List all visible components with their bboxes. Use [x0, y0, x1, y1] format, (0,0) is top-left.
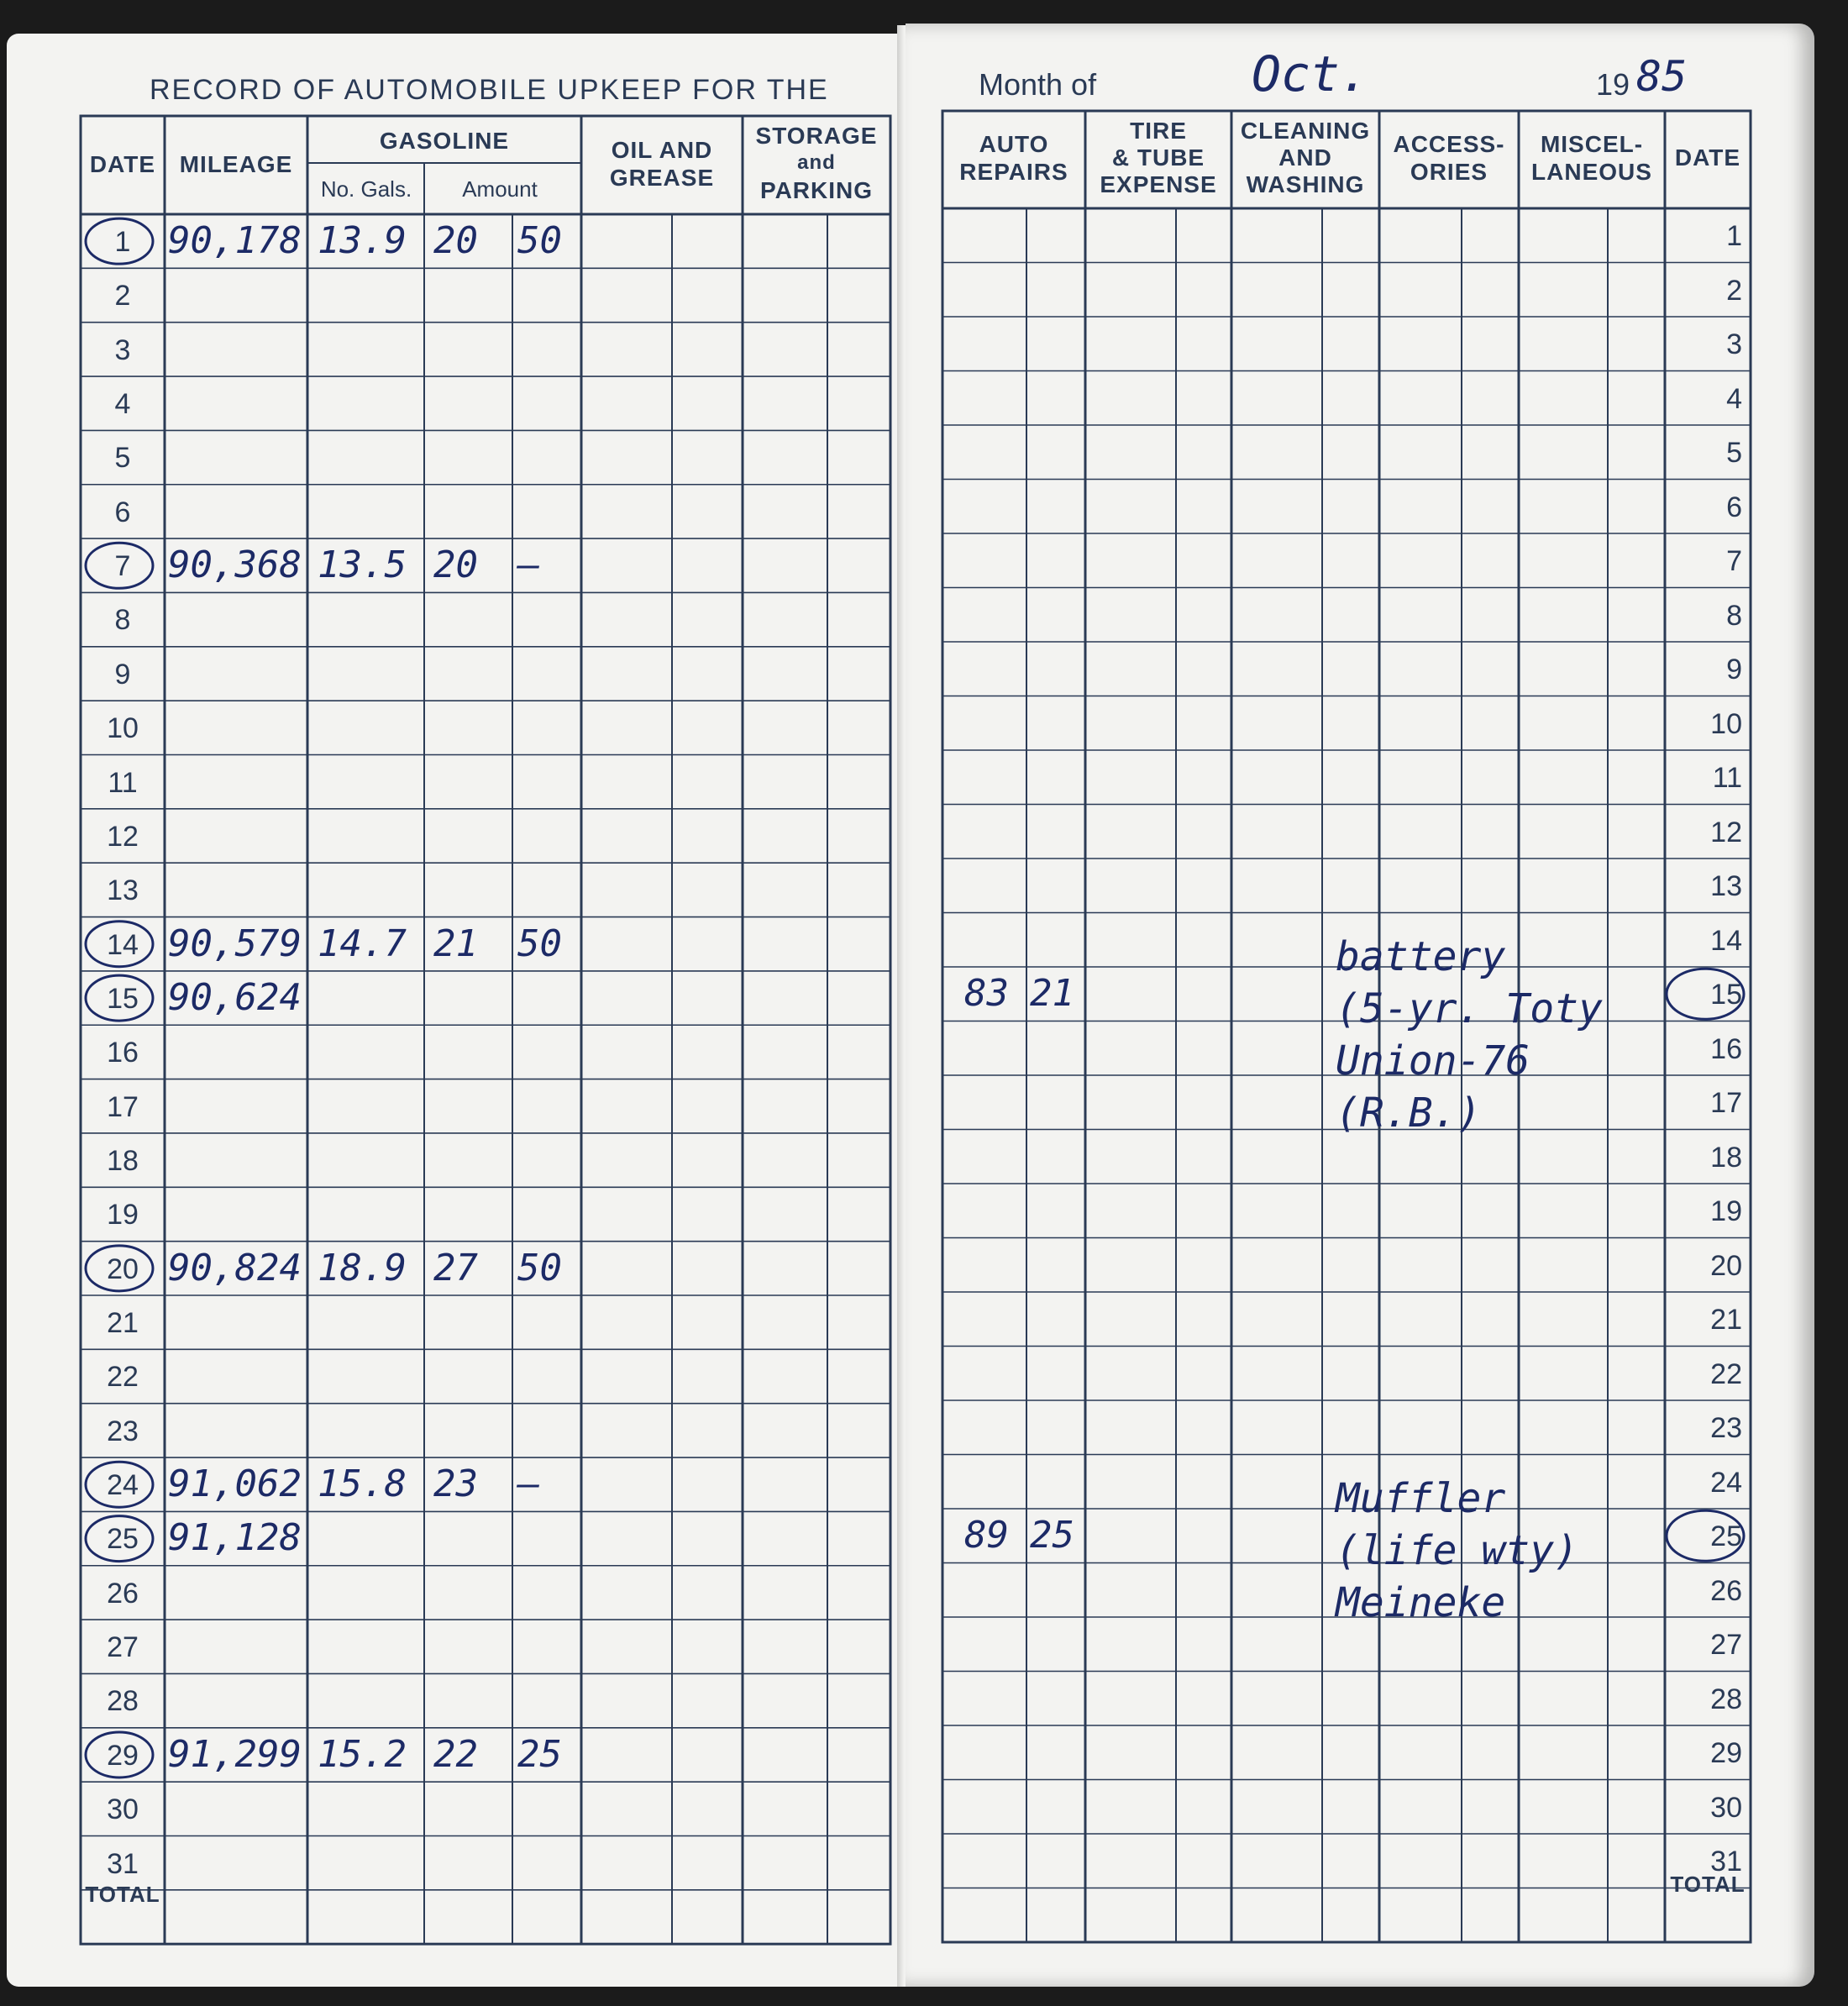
repair-note: (life wty) — [1336, 1527, 1578, 1574]
header-accessories-line1: ACCESS- — [1393, 131, 1505, 157]
header-date-left: DATE — [89, 151, 156, 177]
total-label-right: TOTAL — [1670, 1872, 1746, 1897]
day-number-left: 15 — [107, 982, 139, 1015]
left-page-title: RECORD OF AUTOMOBILE UPKEEP FOR THE — [150, 74, 829, 106]
header-cleaning-line2: AND — [1278, 144, 1332, 171]
day-number-left: 28 — [107, 1685, 139, 1718]
gallons-entry: 14.7 — [318, 922, 407, 965]
year-suffix: 85 — [1636, 52, 1688, 101]
day-number-left: 3 — [114, 333, 131, 366]
day-number-right: 28 — [1710, 1683, 1742, 1715]
day-number-left: 27 — [107, 1631, 139, 1664]
header-gasoline: GASOLINE — [379, 128, 510, 154]
day-number-right: 8 — [1726, 599, 1742, 632]
day-number-left: 8 — [114, 604, 131, 637]
day-number-left: 26 — [107, 1577, 139, 1610]
amount-dollars-entry: 23 — [433, 1462, 478, 1506]
repair-cents-entry: 21 — [1030, 972, 1074, 1015]
day-number-right: 4 — [1726, 382, 1742, 415]
repair-note: (R.B.) — [1336, 1090, 1482, 1137]
day-number-right: 10 — [1710, 707, 1742, 740]
year-prefix: 19 — [1596, 67, 1630, 102]
day-number-left: 7 — [114, 550, 131, 583]
day-number-left: 6 — [114, 496, 131, 528]
day-number-right: 24 — [1710, 1466, 1742, 1499]
day-number-left: 22 — [107, 1361, 139, 1394]
day-number-right: 6 — [1726, 491, 1742, 523]
repair-dollars-entry: 89 — [964, 1514, 1009, 1557]
amount-dollars-entry: 20 — [433, 219, 478, 262]
day-number-right: 17 — [1710, 1087, 1742, 1119]
day-number-left: 1 — [114, 226, 131, 258]
day-number-left: 13 — [107, 874, 139, 907]
day-number-left: 30 — [107, 1793, 139, 1826]
day-number-right: 13 — [1710, 870, 1742, 902]
mileage-entry: 90,579 — [168, 922, 302, 965]
amount-dollars-entry: 27 — [433, 1246, 478, 1289]
day-number-right: 19 — [1710, 1195, 1742, 1227]
header-storage-line2: and — [797, 151, 836, 174]
amount-cents-entry: 50 — [517, 1246, 562, 1289]
day-number-left: 2 — [114, 280, 131, 312]
day-number-right: 11 — [1712, 762, 1742, 794]
day-number-left: 5 — [114, 442, 131, 475]
day-number-left: 21 — [107, 1307, 139, 1339]
day-number-left: 4 — [114, 388, 131, 421]
day-number-left: 10 — [107, 712, 139, 745]
total-label-left: TOTAL — [85, 1882, 160, 1907]
gallons-entry: 13.5 — [318, 544, 407, 587]
day-number-left: 29 — [107, 1739, 139, 1772]
mileage-entry: 91,299 — [168, 1732, 302, 1776]
header-tire-line2: & TUBE — [1111, 144, 1205, 171]
day-number-right: 30 — [1710, 1791, 1742, 1824]
header-mileage: MILEAGE — [179, 151, 293, 177]
day-number-left: 31 — [107, 1847, 139, 1880]
day-number-left: 17 — [107, 1090, 139, 1123]
repair-note: battery — [1336, 933, 1506, 980]
day-number-left: 14 — [107, 928, 139, 961]
gallons-entry: 15.8 — [318, 1462, 407, 1506]
day-number-right: 2 — [1726, 274, 1742, 307]
amount-dollars-entry: 20 — [433, 544, 478, 587]
mileage-entry: 90,624 — [168, 975, 302, 1019]
day-number-right: 14 — [1710, 924, 1742, 957]
amount-dollars-entry: 22 — [433, 1732, 478, 1776]
header-miscellaneous-line1: MISCEL- — [1540, 131, 1644, 157]
header-miscellaneous-line2: LANEOUS — [1531, 159, 1652, 185]
day-number-right: 18 — [1710, 1141, 1742, 1174]
day-number-left: 11 — [108, 766, 138, 799]
header-tire-line3: EXPENSE — [1100, 171, 1217, 197]
day-number-left: 23 — [107, 1415, 139, 1447]
day-number-right: 9 — [1726, 654, 1742, 685]
header-oil-line1: OIL AND — [611, 137, 713, 163]
repair-note: Muffler — [1336, 1475, 1506, 1522]
day-number-right: 25 — [1710, 1520, 1742, 1552]
day-number-right: 12 — [1710, 816, 1742, 848]
amount-cents-entry: 25 — [517, 1732, 562, 1776]
day-number-left: 9 — [114, 658, 131, 691]
gallons-entry: 18.9 — [318, 1246, 407, 1289]
day-number-right: 27 — [1710, 1629, 1742, 1661]
day-number-right: 23 — [1710, 1412, 1742, 1444]
header-cleaning-line1: CLEANING — [1240, 118, 1371, 144]
day-number-left: 24 — [107, 1469, 139, 1502]
day-number-right: 29 — [1710, 1737, 1742, 1769]
mileage-entry: 91,128 — [168, 1516, 302, 1560]
repair-note: Union-76 — [1336, 1037, 1530, 1084]
header-tire-line1: TIRE — [1130, 118, 1187, 144]
repair-note: Meineke — [1336, 1579, 1506, 1626]
day-number-left: 12 — [107, 820, 139, 853]
day-number-right: 16 — [1710, 1032, 1742, 1065]
amount-cents-entry: – — [517, 544, 540, 587]
amount-dollars-entry: 21 — [433, 922, 478, 965]
amount-cents-entry: – — [517, 1462, 540, 1506]
day-number-right: 3 — [1726, 328, 1742, 360]
header-oil-line2: GREASE — [609, 165, 715, 191]
header-cleaning-line3: WASHING — [1246, 171, 1365, 197]
day-number-left: 25 — [107, 1523, 139, 1556]
repair-dollars-entry: 83 — [964, 972, 1009, 1015]
day-number-left: 20 — [107, 1252, 139, 1285]
header-auto-line1: AUTO — [979, 131, 1049, 157]
amount-cents-entry: 50 — [517, 922, 562, 965]
amount-cents-entry: 50 — [517, 219, 562, 262]
header-no-gals: No. Gals. — [320, 176, 412, 202]
day-number-right: 15 — [1710, 979, 1742, 1011]
day-number-left: 19 — [107, 1199, 139, 1231]
repair-note: (5-yr. Toty — [1336, 985, 1603, 1032]
day-number-right: 21 — [1710, 1304, 1742, 1336]
header-date-right: DATE — [1674, 144, 1741, 171]
header-auto-line2: REPAIRS — [959, 159, 1068, 185]
day-number-left: 18 — [107, 1144, 139, 1177]
day-number-right: 22 — [1710, 1357, 1742, 1390]
repair-cents-entry: 25 — [1030, 1514, 1074, 1557]
day-number-right: 5 — [1726, 437, 1742, 469]
header-amount: Amount — [462, 176, 538, 202]
mileage-entry: 90,178 — [168, 219, 302, 262]
header-storage-line3: PARKING — [759, 177, 874, 203]
mileage-entry: 90,368 — [168, 544, 302, 587]
day-number-right: 20 — [1710, 1249, 1742, 1282]
mileage-entry: 90,824 — [168, 1246, 302, 1289]
day-number-right: 31 — [1710, 1846, 1742, 1877]
day-number-right: 7 — [1726, 545, 1742, 577]
header-accessories-line2: ORIES — [1410, 159, 1488, 185]
day-number-left: 16 — [107, 1037, 139, 1069]
gallons-entry: 13.9 — [318, 219, 407, 262]
gallons-entry: 15.2 — [318, 1732, 407, 1776]
mileage-entry: 91,062 — [168, 1462, 302, 1506]
header-storage-line1: STORAGE — [755, 123, 878, 149]
month-value: Oct. — [1252, 45, 1369, 102]
grid-border — [81, 116, 890, 1944]
month-label: Month of — [979, 67, 1097, 102]
day-number-right: 26 — [1710, 1574, 1742, 1607]
day-number-right: 1 — [1726, 220, 1742, 252]
